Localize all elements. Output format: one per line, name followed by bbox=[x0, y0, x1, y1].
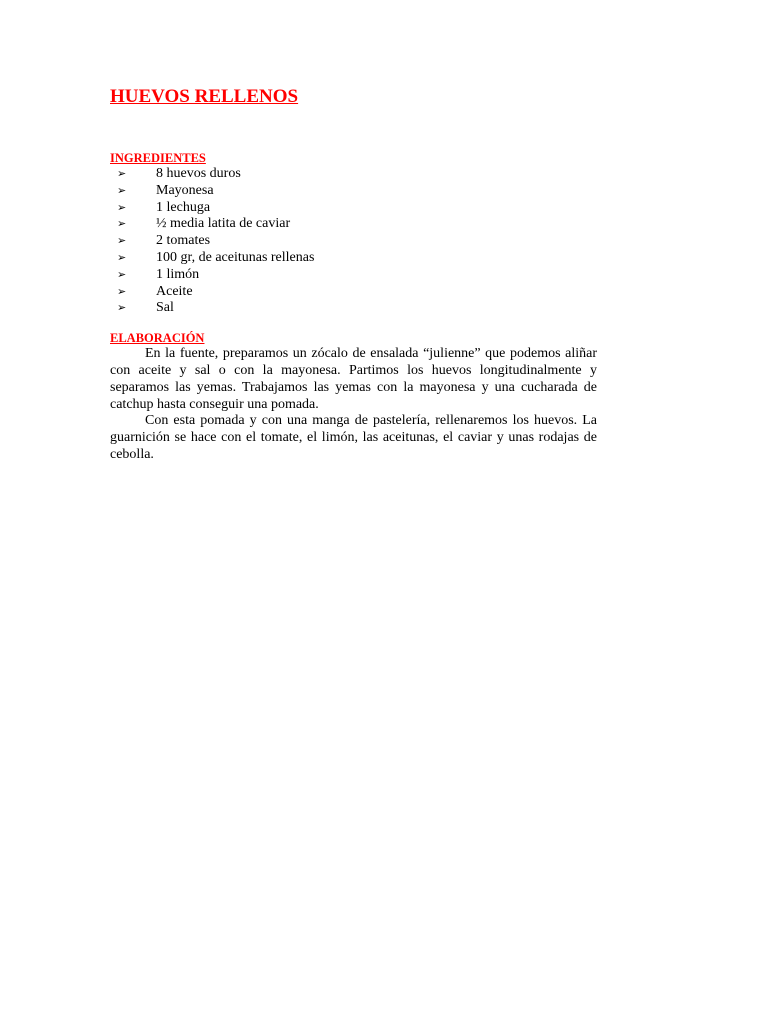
list-item bbox=[110, 300, 597, 317]
elaboration-heading: ELABORACIÓN bbox=[110, 331, 205, 346]
list-item bbox=[110, 267, 597, 284]
list-item bbox=[110, 216, 597, 233]
arrowhead-bullet-icon: ➢ bbox=[117, 267, 127, 281]
arrowhead-bullet-icon: ➢ bbox=[117, 183, 127, 197]
ingredient-text: 1 limón bbox=[156, 266, 200, 282]
list-item bbox=[110, 166, 597, 183]
elaboration-paragraph-2: Con esta pomada y con una manga de pastelería, rellenaremos los huevos. La guarnición se hace con el tomate, el limón, las aceitunas, el caviar y unas rodajas de cebolla. bbox=[110, 413, 597, 462]
elaboration-paragraph-1: En la fuente, preparamos un zócalo de ensalada “julienne” que podemos aliñar con aceite y sal o con la mayonesa. Partimos los huevos longitudinalmente y separamos las yemas. Trabajamos las yemas con la mayonesa y una cucharada de catchup hasta conseguir una pomada. bbox=[110, 346, 597, 412]
recipe-title: HUEVOS RELLENOS bbox=[110, 86, 299, 107]
ingredients-heading: INGREDIENTES bbox=[110, 151, 206, 165]
ingredient-text: 2 tomates bbox=[156, 233, 211, 249]
arrowhead-bullet-icon: ➢ bbox=[117, 167, 127, 180]
ingredients-list bbox=[110, 166, 597, 317]
list-item bbox=[110, 250, 597, 267]
list-item bbox=[110, 233, 597, 250]
ingredient-text: 1 lechuga bbox=[156, 199, 211, 215]
ingredient-text: Mayonesa bbox=[156, 182, 214, 198]
list-item bbox=[110, 284, 597, 301]
list-item bbox=[110, 183, 597, 200]
arrowhead-bullet-icon: ➢ bbox=[117, 284, 127, 298]
recipe-document bbox=[110, 86, 597, 464]
ingredient-text: 8 huevos duros bbox=[156, 166, 241, 181]
arrowhead-bullet-icon: ➢ bbox=[117, 200, 127, 214]
arrowhead-bullet-icon: ➢ bbox=[117, 234, 127, 248]
arrowhead-bullet-icon: ➢ bbox=[117, 250, 127, 264]
arrowhead-bullet-icon: ➢ bbox=[117, 301, 127, 315]
ingredient-text: Sal bbox=[156, 300, 174, 316]
list-item bbox=[110, 200, 597, 217]
ingredient-text: Aceite bbox=[156, 283, 193, 299]
arrowhead-bullet-icon: ➢ bbox=[117, 217, 127, 231]
ingredient-text: 100 gr, de aceitunas rellenas bbox=[156, 249, 315, 265]
ingredient-text: ½ media latita de caviar bbox=[156, 216, 291, 232]
